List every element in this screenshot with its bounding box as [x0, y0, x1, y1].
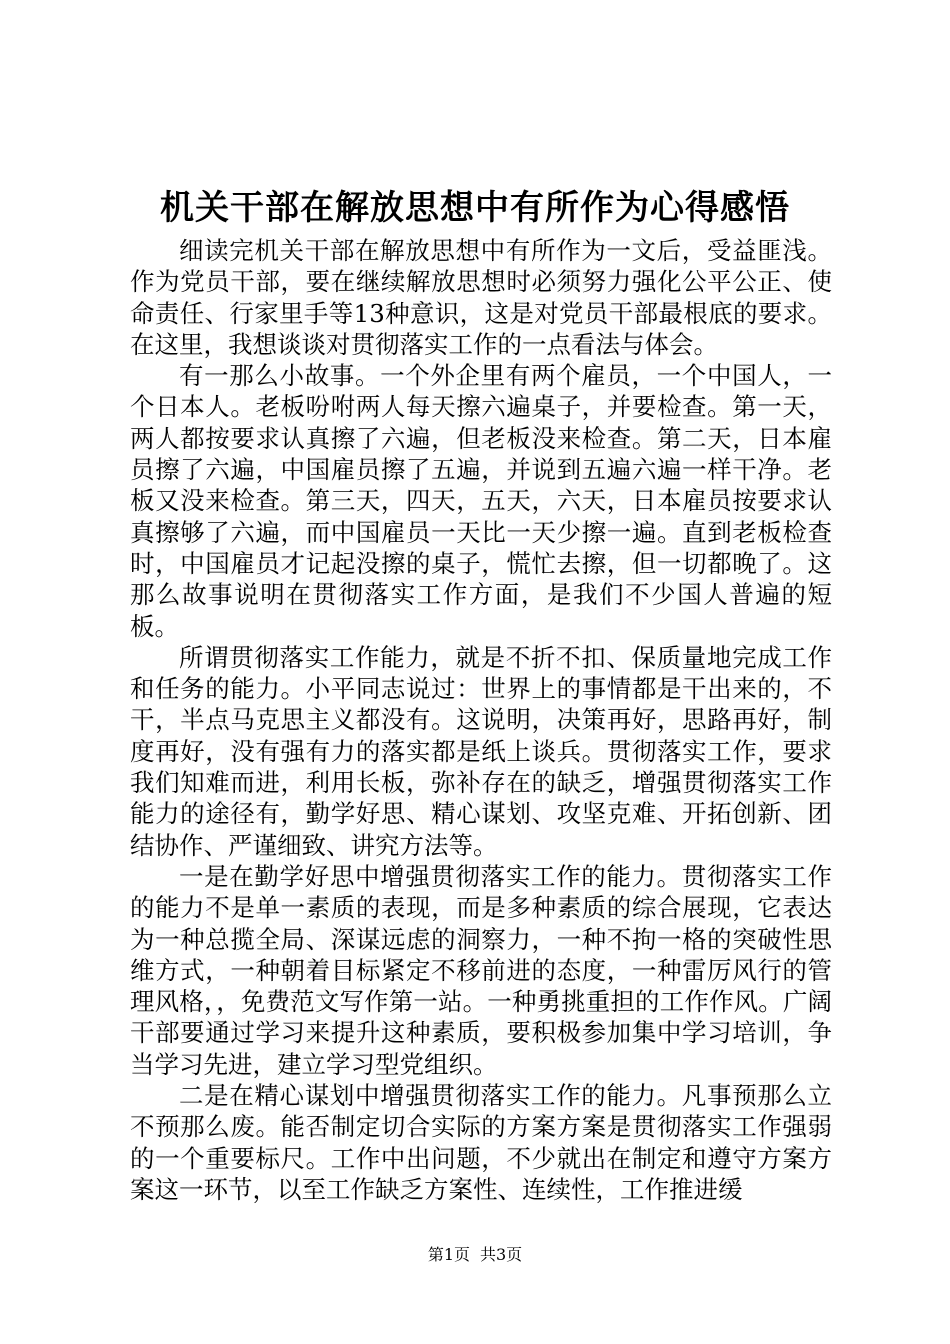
paragraph-point-two: 二是在精心谋划中增强贯彻落实工作的能力。凡事预那么立不预那么废。能否制定切合实际的方案方案是贯彻落实工作强弱的一个重要标尺。工作中出问题，不少就出在制定和遵守方案方案这一环节，以至工作缺乏方案性、连续性，工作推进缓 — [130, 1081, 832, 1204]
document-title: 机关干部在解放思想中有所作为心得感悟 — [160, 188, 790, 228]
page-number: 第1页 — [427, 1245, 470, 1264]
paragraph-story: 有一那么小故事。一个外企里有两个雇员，一个中国人，一个日本人。老板吩咐两人每天擦六遍桌子，并要检查。第一天，两人都按要求认真擦了六遍，但老板没来检查。第二天，日本雇员擦了六遍，中国雇员擦了五遍，并说到五遍六遍一样干净。老板又没来检查。第三天，四天，五天，六天，日本雇员按要求认真擦够了六遍，而中国雇员一天比一天少擦一遍。直到老板检查时，中国雇员才记起没擦的桌子，慌忙去擦，但一切都晚了。这那么故事说明在贯彻落实工作方面，是我们不少国人普遍的短板。 — [130, 361, 832, 641]
page-footer — [0, 1244, 950, 1266]
page-total: 共3页 — [480, 1245, 523, 1264]
paragraph-intro: 细读完机关干部在解放思想中有所作为一文后，受益匪浅。作为党员干部，要在继续解放思想时必须努力强化公平公正、使命责任、行家里手等13种意识，这是对党员干部最根底的要求。在这里，我想谈谈对贯彻落实工作的一点看法与体会。 — [130, 236, 832, 359]
document-body — [130, 235, 832, 1205]
paragraph-point-one: 一是在勤学好思中增强贯彻落实工作的能力。贯彻落实工作的能力不是单一素质的表现，而是多种素质的综合展现，它表达为一种总揽全局、深谋远虑的洞察力，一种不拘一格的突破性思维方式，一种朝着目标紧定不移前进的态度，一种雷厉风行的管理风格，，免费范文写作第一站。一种勇挑重担的工作作风。广阔干部要通过学习来提升这种素质，要积极参加集中学习培训，争当学习先进，建立学习型党组织。 — [130, 861, 832, 1079]
paragraph-definition: 所谓贯彻落实工作能力，就是不折不扣、保质量地完成工作和任务的能力。小平同志说过：世界上的事情都是干出来的，不干，半点马克思主义都没有。这说明，决策再好，思路再好，制度再好，没有强有力的落实都是纸上谈兵。贯彻落实工作，要求我们知难而进，利用长板，弥补存在的缺乏，增强贯彻落实工作能力的途径有，勤学好思、精心谋划、攻坚克难、开拓创新、团结协作、严谨细致、讲究方法等。 — [130, 642, 832, 860]
